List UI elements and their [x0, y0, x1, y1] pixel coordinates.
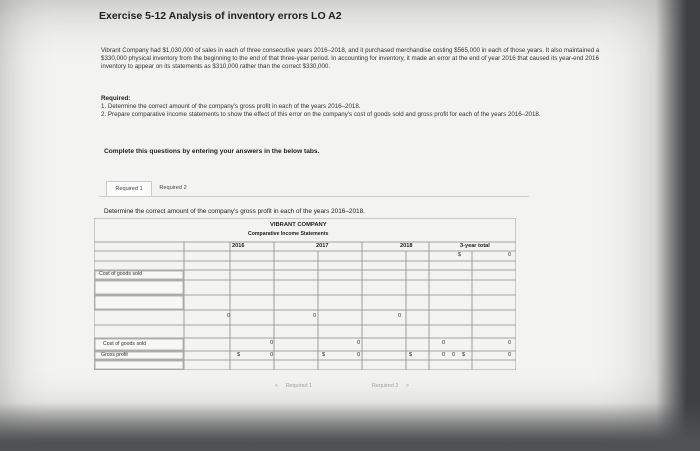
gp-currency-total: $	[462, 352, 466, 358]
year-2018-header: 2018	[400, 243, 413, 249]
gp-currency-2016: $	[237, 352, 241, 358]
income-statement-table	[94, 218, 516, 370]
statement-subtitle: Comparative Income Statements	[248, 231, 329, 237]
photo-shadow-right	[656, 0, 700, 451]
subtotal-2016: 0	[227, 313, 231, 319]
chevron-left-icon: <	[275, 383, 279, 389]
prev-nav-label: Required 1	[285, 383, 313, 389]
tab-divider	[99, 196, 529, 197]
question-text: Determine the correct amount of the company's gross profit in each of the years 2016–2018.	[104, 208, 365, 215]
next-nav-button[interactable]	[372, 383, 409, 389]
problem-paragraph: Vibrant Company had $1,030,000 of sales in each of three consecutive years 2016–2018, and it purchased merchandise costing $565,000 in each of those years. It also maintained a $330,000 physical inventory from the beginning to the end of that three-year period. In accounting for inventory, it made an error at the end of year 2016 that caused its year-end 2016 inventory to appear on its statements as $310,000 rather than the correct $330,000.	[101, 47, 600, 71]
gp-prefix-zero: 0	[452, 352, 456, 358]
chevron-right-icon: >	[405, 383, 410, 389]
next-nav-label: Required 2	[372, 383, 399, 389]
gp-currency-2017: $	[322, 352, 326, 358]
required-item-1: 1. Determine the correct amount of the company's gross profit in each of the years 2016–2018.	[101, 103, 361, 110]
total-currency: $	[458, 252, 462, 258]
gp-currency-2018: $	[409, 352, 413, 358]
three-year-total-header: 3-year total	[460, 243, 490, 249]
prev-nav-button[interactable]	[275, 383, 312, 389]
cogs-label-top: Cost of goods sold	[99, 271, 142, 277]
gp-total[interactable]: 0	[508, 352, 512, 358]
photo-shadow-bottom	[0, 403, 700, 451]
subtotal-2018: 0	[398, 313, 402, 319]
gp-2017[interactable]: 0	[357, 352, 361, 358]
tab-required-1[interactable]: Required 1	[106, 181, 152, 196]
subtotal-2017: 0	[313, 313, 317, 319]
tab-required-2[interactable]: Required 2	[159, 185, 187, 191]
year-2017-header: 2017	[316, 243, 329, 249]
cogs-row-label: Cost of goods sold	[103, 341, 146, 347]
required-heading: Required:	[101, 95, 131, 102]
cogs-2016[interactable]: 0	[270, 340, 274, 346]
cogs-2017[interactable]: 0	[357, 340, 361, 346]
gp-2016[interactable]: 0	[270, 352, 274, 358]
exercise-title: Exercise 5-12 Analysis of inventory errors LO A2	[99, 10, 342, 22]
gross-profit-label: Gross profit	[101, 352, 128, 358]
company-name: VIBRANT COMPANY	[270, 222, 327, 228]
total-top-value[interactable]: 0	[508, 252, 512, 258]
gp-2018[interactable]: 0	[442, 352, 446, 358]
cogs-total[interactable]: 0	[508, 340, 512, 346]
year-2016-header: 2016	[232, 243, 245, 249]
cogs-2018[interactable]: 0	[442, 340, 446, 346]
required-item-2: 2. Prepare comparative income statements to show the effect of this error on the company's cost of goods sold and gross profit for each of the years 2016–2018.	[101, 111, 541, 118]
complete-instruction: Complete this questions by entering your answers in the below tabs.	[104, 148, 320, 155]
